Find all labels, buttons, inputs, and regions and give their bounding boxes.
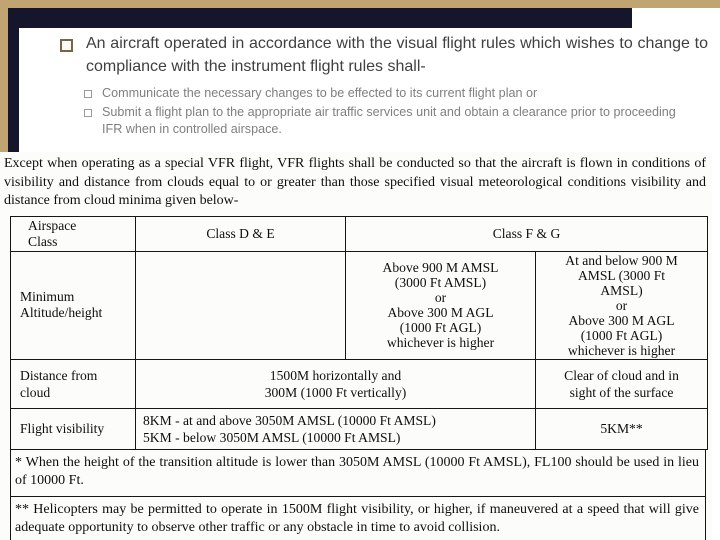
text-line: 5KM - below 3050M AMSL (10000 Ft AMSL)	[143, 429, 401, 445]
text-line: Above 300 M AGL	[387, 305, 494, 321]
text-line: Class	[28, 233, 58, 249]
text-line: Distance from	[20, 367, 98, 383]
slide-body	[60, 33, 708, 140]
sub-bullet-square-icon	[84, 90, 92, 98]
text-line: 1500M horizontally and	[269, 367, 402, 383]
distance-fg-below-cell	[536, 359, 708, 408]
text-line: (1000 Ft AGL)	[399, 320, 482, 336]
left-accent-strip	[0, 0, 8, 152]
text-line: Altitude/height	[20, 305, 103, 321]
footnote-transition-altitude: * When the height of the transition altitude is lower than 3050M AMSL (10000 Ft AMSL), FL100 should be used in lieu of 10000 Ft.	[15, 454, 699, 488]
bullet-square-icon	[60, 39, 73, 52]
table-row-distance-from-cloud	[11, 359, 708, 408]
table-row-minimum-altitude	[11, 251, 708, 359]
document-intro-paragraph: Except when operating as a special VFR flight, VFR flights shall be conducted so that the aircraft is flown in conditions of visibility and distance from clouds equal to or greater than those specified visual meteorological conditions visibility and distance from cloud minima given below-	[4, 156, 706, 209]
text-line: Above 900 M AMSL	[382, 260, 499, 276]
row-label-flight-visibility: Flight visibility	[11, 408, 136, 449]
text-line: AMSL (3000 Ft	[577, 267, 666, 283]
row-label-distance-from-cloud	[11, 359, 136, 408]
table-header-row	[11, 216, 708, 251]
text-line: At and below 900 M	[565, 252, 678, 268]
text-line: Above 300 M AGL	[568, 312, 675, 328]
footnote-helicopters: ** Helicopters may be permitted to operate in 1500M flight visibility, or higher, if maneuvered at a speed that will give adequate opportunity to observe other traffic or any obstacle in time to avoid collision.	[11, 496, 705, 540]
top-accent-strip	[0, 0, 720, 8]
text-line: Airspace	[28, 217, 77, 233]
text-line: Minimum	[20, 289, 75, 305]
text-line: sight of the surface	[569, 384, 674, 400]
text-line: AMSL)	[600, 282, 643, 298]
left-accent-bar	[8, 8, 19, 152]
text-line: or	[434, 290, 447, 306]
sub-bullet-item	[84, 85, 708, 103]
bullet-item	[60, 33, 708, 78]
text-line: whichever is higher	[567, 342, 676, 358]
text-line: 8KM - at and above 3050M AMSL (10000 Ft AMSL)	[143, 412, 436, 428]
min-altitude-fg-below-cell	[536, 251, 708, 359]
title-accent-bar	[8, 8, 632, 28]
text-line: Clear of cloud and in	[564, 367, 679, 383]
footnotes-section	[10, 450, 706, 540]
distance-de-and-fg-above-cell	[136, 359, 536, 408]
visibility-fg-below-cell: 5KM**	[536, 408, 708, 449]
table-row-flight-visibility	[11, 408, 708, 449]
sub-bullet-square-icon	[84, 109, 92, 117]
sub-bullet-list	[84, 85, 708, 139]
text-line: (3000 Ft AMSL)	[394, 275, 487, 291]
text-line: cloud	[20, 384, 51, 400]
vmc-minima-table	[10, 216, 708, 450]
visibility-de-and-fg-above-cell	[136, 408, 536, 449]
row-label-minimum-altitude	[11, 251, 136, 359]
header-airspace-class	[11, 216, 136, 251]
text-line: 300M (1000 Ft vertically)	[264, 384, 407, 400]
header-class-f-g: Class F & G	[346, 216, 708, 251]
header-class-d-e: Class D & E	[136, 216, 346, 251]
scanned-document-image	[0, 152, 712, 540]
min-altitude-class-d-e-cell	[136, 251, 346, 359]
sub-bullet-text: Submit a flight plan to the appropriate air traffic services unit and obtain a clearance prior to proceeding IFR when in controlled airspace.	[102, 104, 676, 136]
min-altitude-fg-above-cell	[346, 251, 536, 359]
text-line: whichever is higher	[386, 335, 495, 351]
bullet-text: An aircraft operated in accordance with the visual flight rules which wishes to change to compliance with the instrument flight rules shall-	[86, 35, 708, 75]
sub-bullet-text: Communicate the necessary changes to be effected to its current flight plan or	[102, 86, 538, 100]
text-line: or	[615, 297, 628, 313]
sub-bullet-item	[84, 104, 708, 139]
text-line: (1000 Ft AGL)	[580, 327, 663, 343]
